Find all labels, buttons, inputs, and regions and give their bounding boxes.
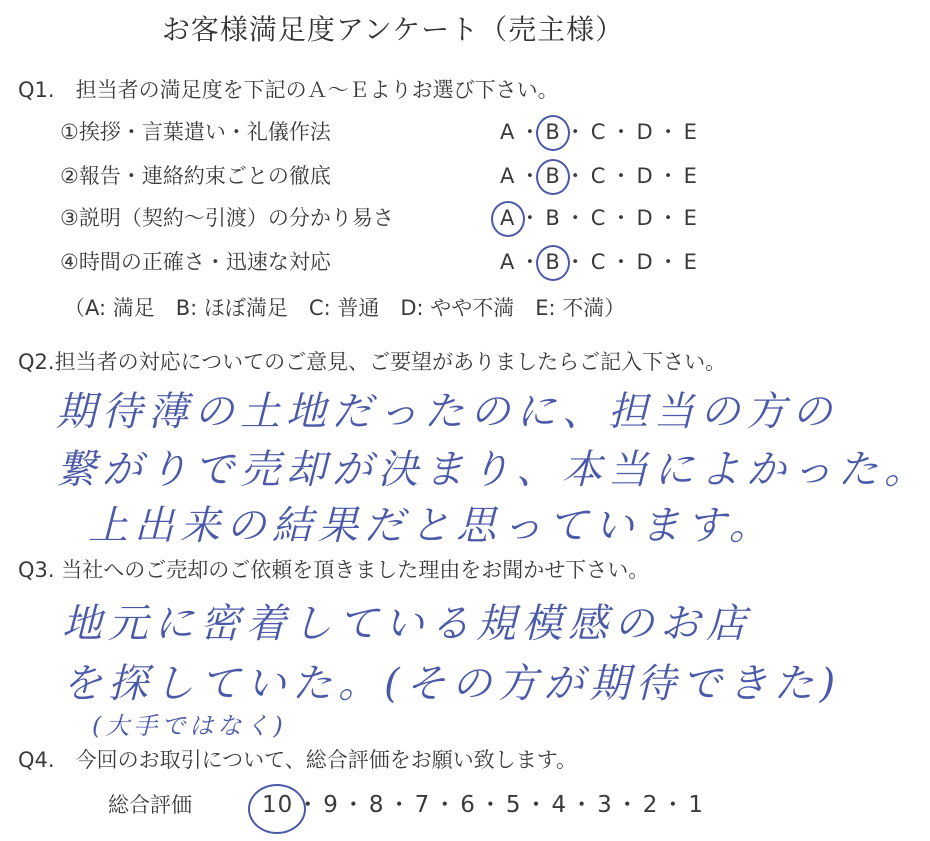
grade-letter: B	[545, 164, 560, 188]
grade-option-e[interactable]	[684, 164, 697, 188]
q2-answer-line-2: 繋がりで売却が決まり、本当によかった。	[56, 447, 930, 493]
grade-option-a[interactable]	[500, 164, 514, 188]
grade-option-c[interactable]	[591, 250, 606, 274]
grade-option-e[interactable]	[684, 120, 697, 144]
score-option-1[interactable]	[688, 792, 704, 818]
grade-letter: E	[683, 250, 697, 274]
score-value: 7	[414, 792, 431, 818]
score-value: 8	[368, 792, 385, 818]
q4-question: Q4. 今回のお取引について、総合評価をお願い致します。	[18, 748, 578, 772]
score-option-8[interactable]	[369, 792, 385, 818]
grade-letter: D	[636, 120, 653, 144]
grade-letter: C	[590, 164, 606, 188]
page-title: お客様満足度アンケート（売主様）	[161, 13, 625, 46]
score-separator: ・	[661, 792, 686, 818]
q1-item-label: ①挨拶・言葉遣い・礼儀作法	[60, 120, 331, 144]
grade-option-b[interactable]	[545, 120, 559, 144]
q2-answer-line-1: 期待薄の土地だったのに、担当の方の	[56, 389, 838, 435]
score-separator: ・	[615, 792, 640, 818]
score-separator: ・	[296, 792, 321, 818]
q1-item-scale	[500, 202, 697, 232]
grade-letter: B	[545, 206, 560, 230]
grade-letter: D	[636, 164, 653, 188]
grade-separator: ・	[657, 250, 679, 274]
grade-separator: ・	[519, 206, 541, 230]
score-separator: ・	[478, 792, 503, 818]
score-value: 3	[597, 792, 613, 818]
score-separator: ・	[387, 792, 412, 818]
score-option-3[interactable]	[597, 792, 613, 818]
score-value: 4	[551, 792, 568, 818]
grade-separator: ・	[657, 164, 679, 188]
grade-separator: ・	[610, 250, 632, 274]
q4-label: 総合評価	[108, 793, 192, 817]
grade-option-a[interactable]	[500, 206, 514, 230]
grade-separator: ・	[610, 164, 632, 188]
grade-option-d[interactable]	[636, 250, 652, 274]
q3-answer-note: (大手ではなく)	[92, 712, 287, 740]
q1-item-label: ②報告・連絡約束ごとの徹底	[60, 164, 331, 188]
grade-letter: A	[500, 164, 515, 188]
score-option-7[interactable]	[415, 792, 431, 818]
grade-letter: A	[500, 250, 515, 274]
grade-option-e[interactable]	[684, 250, 697, 274]
grade-letter: E	[683, 120, 697, 144]
grade-option-c[interactable]	[591, 120, 606, 144]
q3-answer-line-2: を探していた。(その方が期待できた)	[62, 661, 842, 707]
grade-option-a[interactable]	[500, 250, 514, 274]
grade-letter: C	[590, 250, 606, 274]
grade-letter: C	[590, 120, 606, 144]
grade-separator: ・	[657, 120, 679, 144]
grade-option-b[interactable]	[545, 250, 559, 274]
grade-letter: E	[683, 164, 697, 188]
q1-item-label: ③説明（契約～引渡）の分かり易さ	[60, 206, 394, 230]
grade-option-c[interactable]	[591, 164, 606, 188]
score-value: 2	[642, 792, 659, 818]
score-separator: ・	[524, 792, 549, 818]
grade-letter: B	[545, 120, 560, 144]
grade-option-d[interactable]	[636, 120, 652, 144]
grade-separator: ・	[519, 250, 541, 274]
score-option-6[interactable]	[460, 792, 476, 818]
q3-answer-line-1: 地元に密着している規模感のお店	[62, 601, 752, 647]
q2-answer-line-3: 上出来の結果だと思っています。	[88, 503, 775, 549]
grade-letter: D	[636, 206, 653, 230]
grade-option-b[interactable]	[545, 206, 559, 230]
grade-separator: ・	[657, 206, 679, 230]
grade-separator: ・	[519, 164, 541, 188]
grade-separator: ・	[564, 120, 586, 144]
score-option-4[interactable]	[551, 792, 567, 818]
score-option-5[interactable]	[506, 792, 522, 818]
score-value: 5	[505, 792, 522, 818]
grade-letter: D	[636, 250, 653, 274]
grade-option-d[interactable]	[636, 164, 652, 188]
score-separator: ・	[433, 792, 458, 818]
q1-item-scale	[500, 116, 697, 146]
grade-separator: ・	[564, 164, 586, 188]
grade-option-d[interactable]	[636, 206, 652, 230]
grade-letter: C	[590, 206, 606, 230]
grade-letter: B	[545, 250, 560, 274]
q1-item-scale	[500, 160, 697, 190]
grade-letter: A	[500, 206, 515, 230]
q4-score-scale	[262, 786, 704, 819]
q2-question: Q2.担当者の対応についてのご意見、ご要望がありましたらご記入下さい。	[18, 350, 727, 374]
grade-option-b[interactable]	[545, 164, 559, 188]
grade-option-e[interactable]	[684, 206, 697, 230]
score-option-10[interactable]	[262, 792, 293, 818]
grade-separator: ・	[564, 206, 586, 230]
score-option-2[interactable]	[643, 792, 659, 818]
q1-item-scale	[500, 246, 697, 276]
score-separator: ・	[341, 792, 366, 818]
grade-separator: ・	[519, 120, 541, 144]
q1-question: Q1. 担当者の満足度を下記のＡ～Ｅよりお選び下さい。	[18, 78, 559, 102]
grade-separator: ・	[564, 250, 586, 274]
grade-option-c[interactable]	[591, 206, 606, 230]
score-value: 6	[460, 792, 476, 818]
grade-separator: ・	[610, 206, 632, 230]
grade-separator: ・	[610, 120, 632, 144]
grade-letter: A	[500, 120, 515, 144]
score-value: 10	[262, 792, 294, 818]
q3-question: Q3. 当社へのご売却のご依頼を頂きました理由をお聞かせ下さい。	[18, 558, 650, 582]
grade-letter: E	[683, 206, 697, 230]
score-value: 1	[688, 792, 705, 818]
q1-item-label: ④時間の正確さ・迅速な対応	[60, 250, 331, 274]
score-value: 9	[323, 792, 339, 818]
score-separator: ・	[570, 792, 595, 818]
q1-legend: （A: 満足 B: ほぼ満足 C: 普通 D: やや不満 E: 不満）	[64, 296, 626, 320]
grade-option-a[interactable]	[500, 120, 514, 144]
score-option-9[interactable]	[323, 792, 339, 818]
